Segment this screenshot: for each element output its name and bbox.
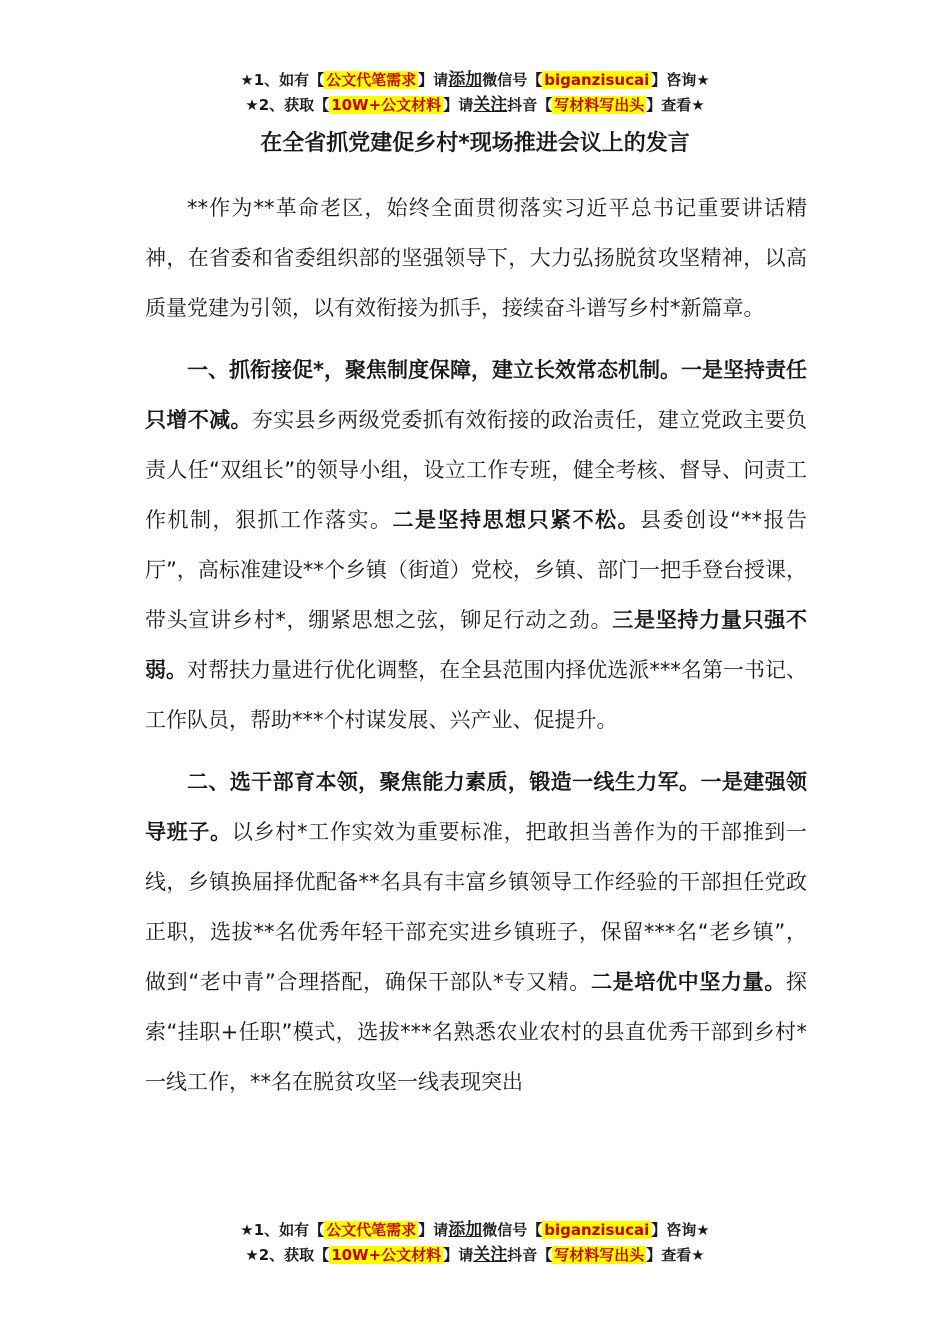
banner-text: 】请: [418, 1221, 449, 1239]
banner-line-1: [0, 68, 950, 93]
banner-text: 】请: [443, 1246, 474, 1264]
point-text: 探索“挂职+任职”模式，选拔***名熟悉农业农村的县直优秀干部到乡村*一线工作，**名在脱贫攻坚一线表现突出: [145, 970, 808, 1094]
banner-text: 抖音【: [507, 1246, 553, 1264]
banner-text: 】请: [418, 71, 449, 89]
point-text: 以乡村*工作实效为重要标准，把敢担当善作为的干部推到一线，乡镇换届择优配备**名具有丰富乡镇领导工作经验的干部担任党政正职，选拔**名优秀年轻干部充实进乡镇班子，保留***名“老乡镇”，做到“老中青”合理搭配，确保干部队*专又精。: [145, 820, 808, 994]
document-title: 在全省抓党建促乡村*现场推进会议上的发言: [260, 131, 690, 156]
banner-text: 】查看★: [646, 1246, 705, 1264]
banner-line-1: [0, 1218, 950, 1243]
banner-emphasis: 关注: [473, 95, 508, 115]
banner-emphasis: 关注: [473, 1245, 508, 1265]
section-1-paragraph: [145, 345, 807, 745]
section-heading: 一、抓衔接促*，聚焦制度保障，建立长效常态机制。: [187, 358, 681, 382]
banner-text: 微信号【: [482, 71, 543, 89]
banner-text: ★2、获取【: [245, 1246, 330, 1264]
banner-line-2: [0, 1243, 950, 1268]
point-text: 夯实县乡两级党委抓有效衔接的政治责任，建立党政主要负责人任“双组长”的领导小组，设立工作专班，健全考核、督导、问责工作机制，狠抓工作落实。: [145, 408, 808, 532]
banner-highlight: 10W+公文材料: [331, 1246, 442, 1264]
banner-text: ★2、获取【: [245, 96, 330, 114]
banner-text: 】请: [443, 96, 474, 114]
point-lead: 二是培优中坚力量。: [590, 970, 787, 994]
banner-text: 】咨询★: [651, 71, 710, 89]
banner-text: 】咨询★: [651, 1221, 710, 1239]
point-text: 对帮扶力量进行优化调整，在全县范围内择优选派***名第一书记、工作队员，帮助***个村谋发展、兴产业、促提升。: [145, 658, 808, 732]
banner-line-2: [0, 93, 950, 118]
banner-highlight: biganzisucai: [544, 1221, 650, 1239]
banner-text: ★1、如有【: [240, 1221, 325, 1239]
banner-text: 】查看★: [646, 96, 705, 114]
banner-text: 抖音【: [507, 96, 553, 114]
point-lead: 一是坚持责任只增不减。: [145, 358, 808, 432]
section-heading: 二、选干部育本领，聚焦能力素质，锻造一线生力军。: [187, 770, 701, 794]
footer-banner: [0, 1218, 950, 1268]
point-lead: 三是坚持力量只强不弱。: [145, 608, 807, 682]
banner-highlight: 写材料写出头: [554, 1246, 645, 1264]
header-banner: [0, 68, 950, 118]
intro-paragraph: **作为**革命老区，始终全面贯彻落实习近平总书记重要讲话精神，在省委和省委组织部的坚强领导下，大力弘扬脱贫攻坚精神，以高质量党建为引领，以有效衔接为抓手，接续奋斗谱写乡村*新篇章。: [145, 196, 807, 320]
point-lead: 一是建强领导班子。: [145, 770, 808, 844]
section-2-paragraph: [145, 757, 807, 1107]
point-lead: 二是坚持思想只紧不松。: [392, 508, 641, 532]
banner-emphasis: 添加: [448, 1220, 483, 1240]
document-body: [145, 183, 807, 1107]
banner-highlight: 10W+公文材料: [331, 96, 442, 114]
banner-text: 微信号【: [482, 1221, 543, 1239]
banner-highlight: 写材料写出头: [554, 96, 645, 114]
banner-highlight: 公文代笔需求: [326, 71, 417, 89]
point-text: 县委创设“**报告厅”，高标准建设**个乡镇（街道）党校，乡镇、部门一把手登台授课，带头宣讲乡村*，绷紧思想之弦，铆足行动之劲。: [145, 508, 807, 632]
banner-highlight: 公文代笔需求: [326, 1221, 417, 1239]
banner-text: ★1、如有【: [240, 71, 325, 89]
banner-highlight: biganzisucai: [544, 71, 650, 89]
banner-emphasis: 添加: [448, 70, 483, 90]
